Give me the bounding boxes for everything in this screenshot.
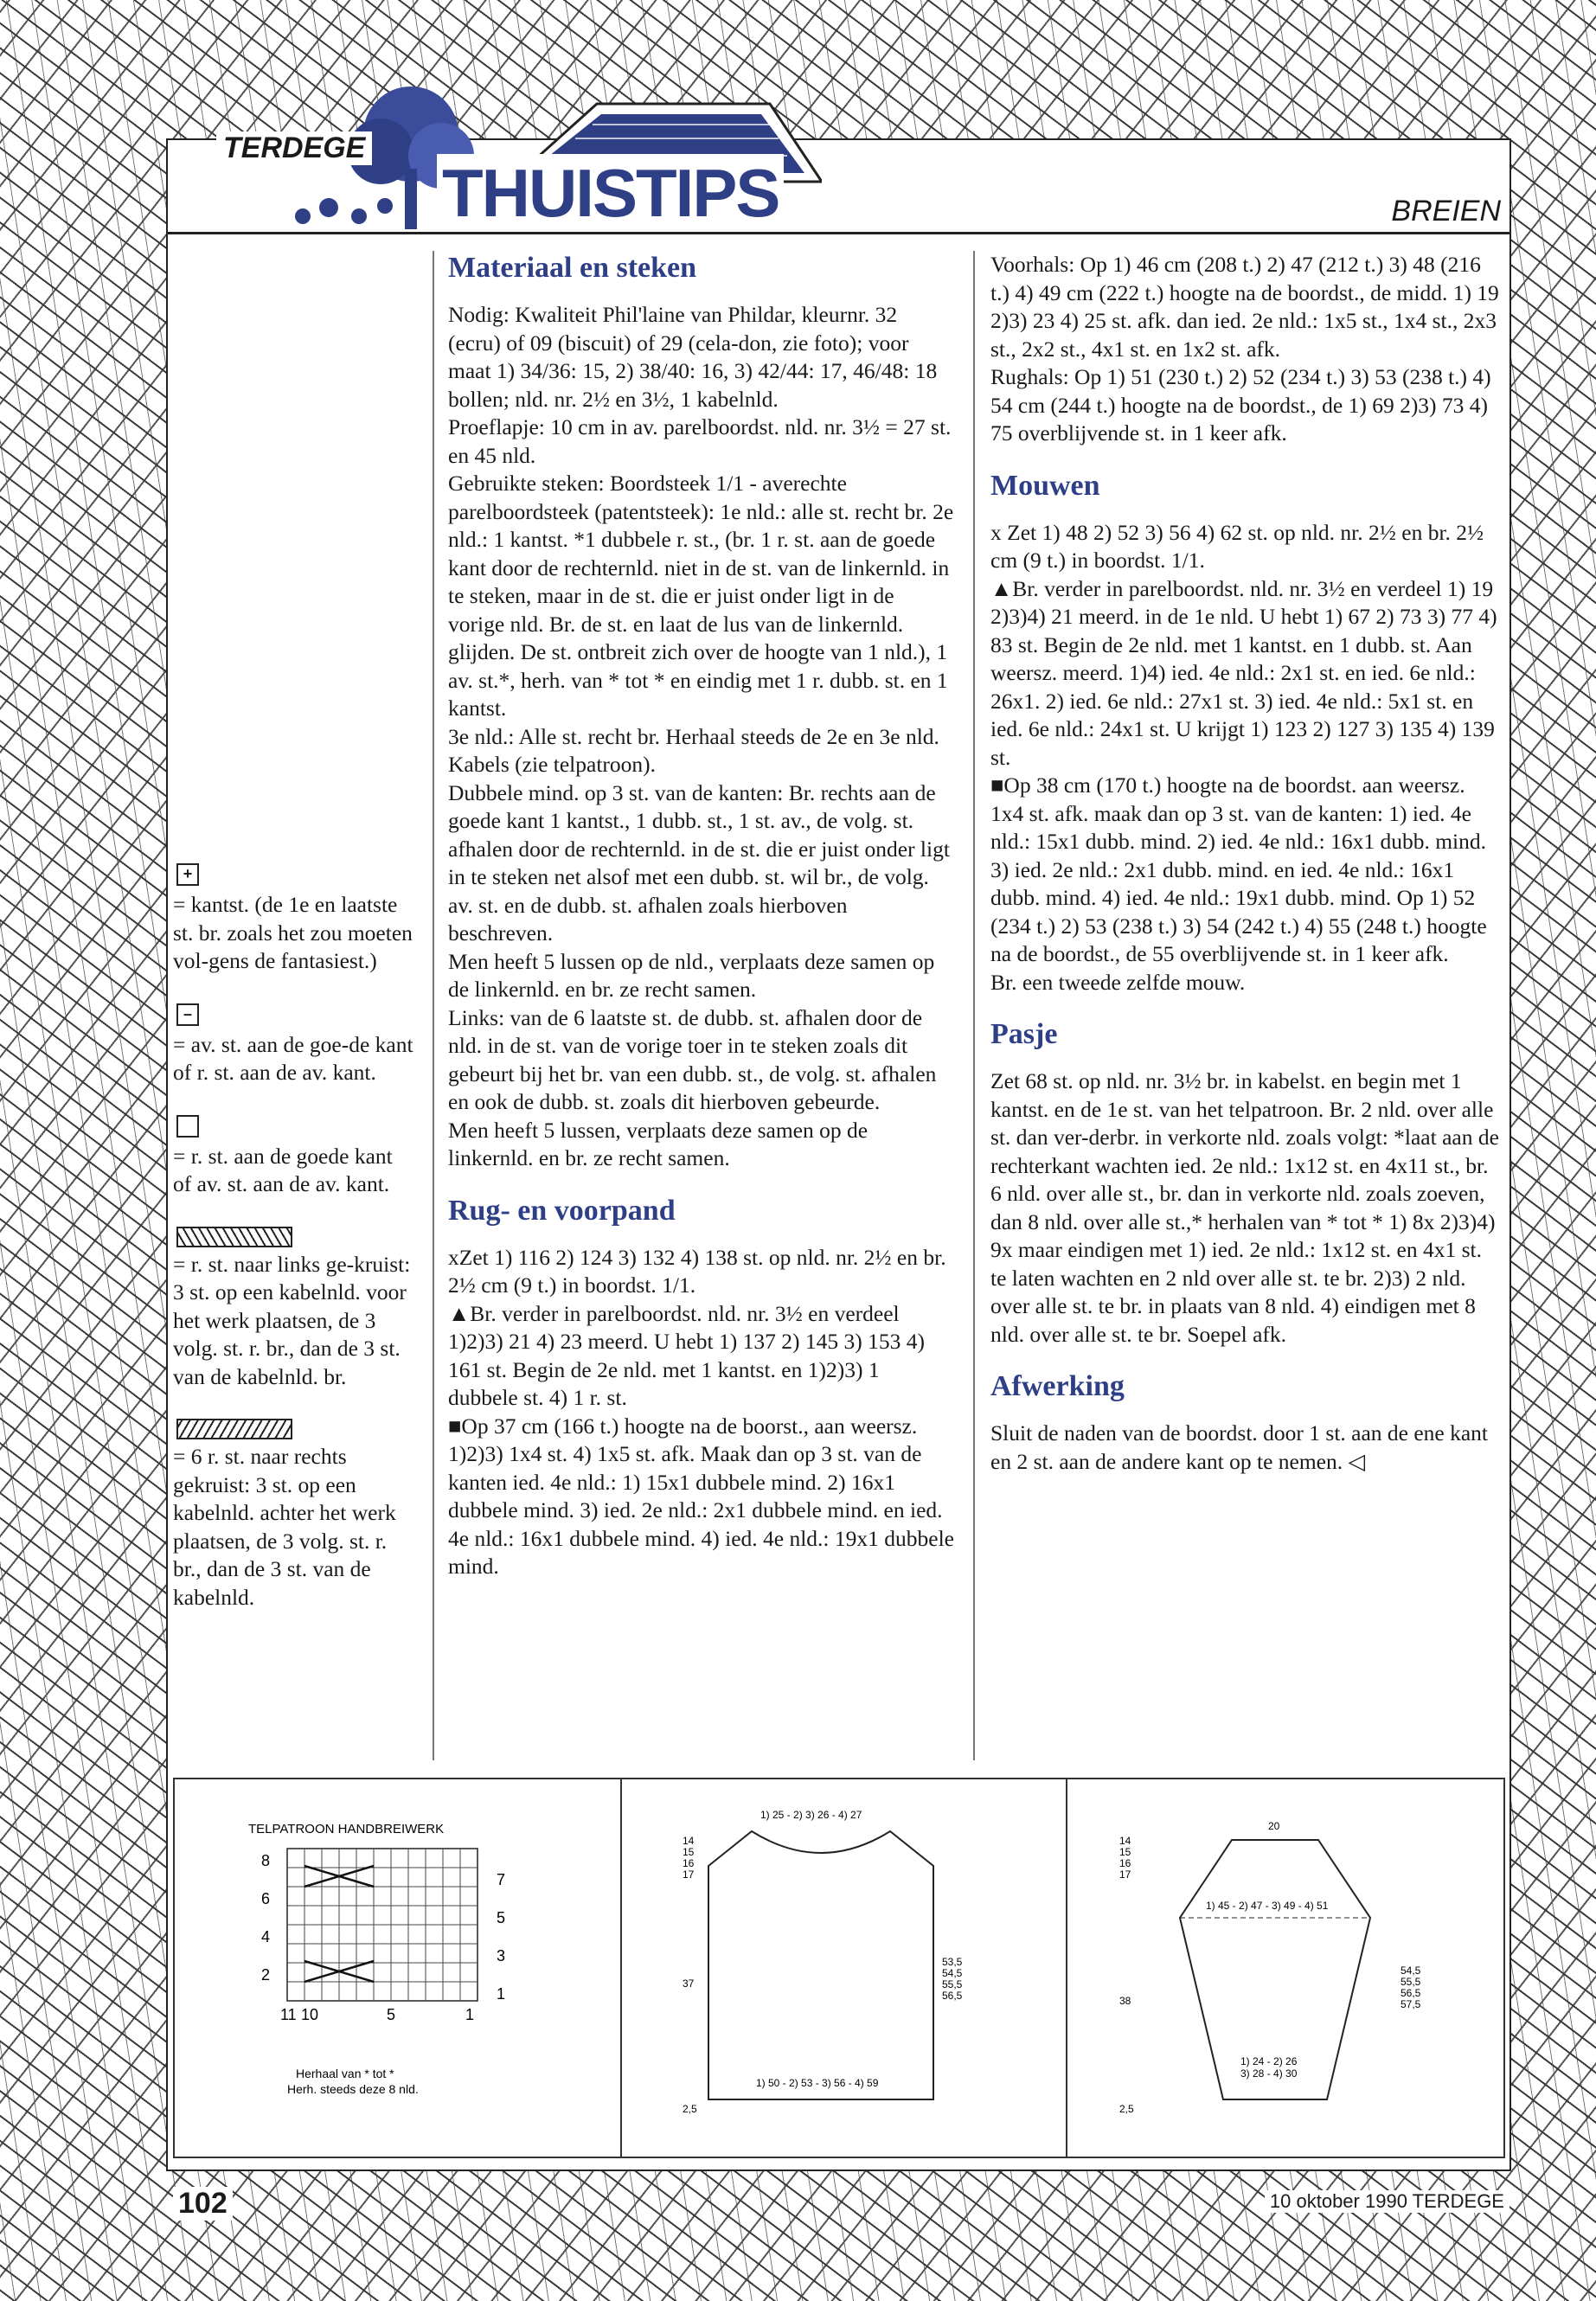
dim-height: 37 [683, 1977, 695, 1990]
dim-left: 16 [1119, 1857, 1131, 1869]
row-label: 6 [261, 1890, 271, 1907]
header-rule [166, 232, 1511, 234]
finishing-heading: Afwerking [990, 1370, 1125, 1402]
finishing-text: Sluit de naden van de boordst. door 1 st. aan de ene kant en 2 st. aan de andere kant op te nemen. ◁ [990, 1420, 1489, 1474]
materials-column [448, 251, 954, 1581]
sleeves-p2: ▲Br. verder in parelboordst. nld. nr. 3½ en verdeel 1) 19 2)3)4) 21 meerd. in de 1e nld. U hebt 1) 67 2) 73 3) 77 4) 83 st. Begin de 2e nld. met 1 kantst. en 1 dubb. st. Aan weersz. meerd. 1)4) ied. 4e nld.: 2x1 st. en ied. 6e nld.: 26x1. 2) ied. 6e nld.: 27x1 st. 3) ied. 4e nld.: 5x1 st. en ied. 6e nld.: 24x1 st. U krijgt 1) 123 2) 127 3) 135 4) 139 st. [990, 575, 1497, 770]
legend-empty: = r. st. aan de goede kant of av. st. aan de av. kant. [173, 1143, 393, 1196]
dim-right: 53,5 [942, 1956, 963, 1968]
col-label: 1 [465, 2006, 475, 2023]
dim-right: 55,5 [1401, 1976, 1421, 1988]
row-label: 5 [497, 1909, 506, 1926]
dim-left: 15 [1119, 1846, 1131, 1858]
instructions-column [990, 251, 1501, 1476]
legend-plus: = kantst. (de 1e en laatste st. br. zoals het zou moeten vol-gens de fantasiest.) [173, 892, 413, 973]
yoke-text: Zet 68 st. op nld. nr. 3½ br. in kabelst. en begin met 1 kantst. en de 1e st. van het telpatroon. Br. 2 nld. over alle st. dan ver-derbr. in verkorte nld. zoals volgt: *laat aan de rechterkant wachten ied. 2e nld.: 1x12 st. en 4x11 st., br. 6 nld. over alle st., br. dan in verkorte nld. zoals zoeven, dan 8 nld. over alle st.,* herhalen van * tot * 1) 8x 2)3)4) 9x maar eindigen met 1) ied. 2e nld.: 1x12 st. en 4x1 st. te laten wachten en 2 nld over alle st. te br. 2)3) 2 nld. over alle st. te br. in plaats van 8 nld. 4) eindigen met 8 nld. over alle st. te br. Soepel afk. [990, 1068, 1499, 1347]
dim-right: 57,5 [1401, 1998, 1421, 2010]
materials-heading: Materiaal en steken [448, 252, 697, 284]
legend-cable-left: = r. st. naar links ge-kruist: 3 st. op een kabelnld. voor het werk plaatsen, de 3 volg. st. r. br., dan de 3 st. van de kabelnld. br. [173, 1251, 411, 1389]
back-neck-text: Rughals: Op 1) 51 (230 t.) 2) 52 (234 t.) 3) 53 (238 t.) 4) 54 cm (244 t.) hoogte na de boordst., de 1) 69 2)3) 73 4) 75 overblijvende st. in 1 keer afk. [990, 364, 1491, 445]
dim-right: 56,5 [1401, 1987, 1421, 1999]
chart-title: TELPATROON HANDBREIWERK [248, 1822, 445, 1836]
cable-left-symbol [176, 1227, 292, 1247]
yoke-heading: Pasje [990, 1018, 1058, 1050]
dim-rib: 2,5 [1119, 2103, 1134, 2115]
dim-right: 54,5 [1401, 1965, 1421, 1977]
gauge-text: Proeflapje: 10 cm in av. parelboordst. nld. nr. 3½ = 27 st. en 45 nld. [448, 414, 952, 468]
dim-right: 56,5 [942, 1990, 963, 2002]
row-label: 1 [497, 1985, 506, 2003]
legend-cable-right: = 6 r. st. naar rechts gekruist: 3 st. op een kabelnld. achter het werk plaatsen, de 3 volg. st. r. br., dan de 3 st. van de kabelnld. [173, 1444, 396, 1610]
dim-top: 20 [1268, 1820, 1280, 1832]
decrease-text: Dubbele mind. op 3 st. van de kanten: Br. rechts aan de goede kant 1 kantst., 1 dubb. st., 1 st. av., de volg. st. afhalen door de rechternld. in de st. die er juist onder ligt in te steken net alsof met een dubb. st. wil br., de volg. av. st. en de dubb. st. afhalen zoals hierboven beschreven. [448, 779, 950, 945]
back-front-p1: xZet 1) 116 2) 124 3) 132 4) 138 st. op nld. nr. 2½ en br. 2½ cm (9 t.) in boordst. 1/1. [448, 1244, 946, 1298]
row-label: 2 [261, 1966, 271, 1984]
issue-info: 10 oktober 1990 TERDEGE [1265, 2190, 1509, 2213]
column-divider [433, 251, 434, 1760]
dim-rib: 2,5 [683, 2103, 697, 2115]
materials-text: Nodig: Kwaliteit Phil'laine van Phildar, kleurnr. 32 (ecru) of 09 (biscuit) of 29 (cela-don, zie foto); voor maat 1) 34/36: 15, 2) 38/40: 16, 3) 42/44: 17, 46/48: 18 bollen; nld. nr. 2½ en 3½, 1 kabelnld. [448, 302, 938, 412]
knitting-chart [175, 1779, 620, 2160]
dim-right: 55,5 [942, 1978, 963, 1990]
sleeves-heading: Mouwen [990, 469, 1100, 502]
plus-symbol: + [176, 863, 199, 886]
column-divider [973, 251, 975, 1760]
row-label: 4 [261, 1928, 271, 1945]
left-text: Links: van de 6 laatste st. de dubb. st. afhalen door de nld. in de st. van de vorige toer in te steken zoals dit gebeurt bij het br. van een dubb. st., de volg. st. afhalen en ook de dubb. st. zoals dit hierboven gebeurde. [448, 1004, 937, 1114]
dim-top: 1) 25 - 2) 3) 26 - 4) 27 [760, 1809, 862, 1821]
front-neck-text: Voorhals: Op 1) 46 cm (208 t.) 2) 47 (212 t.) 3) 48 (216 t.) 4) 49 cm (222 t.) hoogte na de boordst., de midd. 1) 19 2)3) 23 4) 25 st. afk. dan ied. 2e nld.: 1x5 st., 1x4 st., 2x3 st., 2x2 st., 4x1 st. en 1x2 st. afk. [990, 252, 1499, 362]
stitches-text: Gebruikte steken: Boordsteek 1/1 - averechte parelboordsteek (patentsteek): 1e nld.: alle st. recht br. 2e nld.: 1 kantst. *1 dubbele r. st., (br. 1 r. st. aan de goede kant door de rechternld. niet in de st. van de linkernld. in te steken, maar in de st. die er juist onder ligt in de vorige nld. Br. de st. en laat de lus van de linkernld. glijden. De st. ontbreit zich over de hoogte van 1 nld.), 1 av. st.*, herh. van * tot * en eindig met 1 r. dubb. st. en 1 kantst. [448, 471, 954, 721]
dim-bottom: 1) 24 - 2) 26 [1240, 2055, 1298, 2067]
loops-text-2: Men heeft 5 lussen, verplaats deze samen op de linkernld. en br. ze recht samen. [448, 1117, 869, 1170]
back-front-p2: ▲Br. verder in parelboordst. nld. nr. 3½ en verdeel 1)2)3) 21 4) 23 meerd. U hebt 1) 137 2) 145 3) 153 4) 161 st. Begin de 2e nld. met 1 kantst. en 1)2)3) 1 dubbele st. 4) 1 r. st. [448, 1300, 925, 1410]
col-label: 10 [301, 2006, 319, 2023]
dim-bottom: 3) 28 - 4) 30 [1240, 2067, 1298, 2080]
stitches-row3: 3e nld.: Alle st. recht br. Herhaal steeds de 2e en 3e nld. [448, 723, 939, 749]
row-label: 7 [497, 1871, 506, 1888]
dim-right: 54,5 [942, 1967, 963, 1979]
back-front-heading: Rug- en voorpand [448, 1194, 676, 1227]
dim-bottom: 1) 50 - 2) 53 - 3) 56 - 4) 59 [756, 2077, 879, 2089]
legend-minus: = av. st. aan de goe-de kant of r. st. aan de av. kant. [173, 1031, 413, 1085]
col-label: 5 [387, 2006, 396, 2023]
dim-left: 14 [683, 1835, 695, 1847]
section-label: BREIEN [1391, 195, 1501, 228]
brand-label: TERDEGE [216, 131, 372, 165]
minus-symbol: – [176, 1003, 199, 1026]
row-label: 8 [261, 1852, 271, 1869]
dim-height: 38 [1119, 1995, 1131, 2007]
sleeves-p4: Br. een tweede zelfde mouw. [990, 969, 1246, 995]
back-front-p3: ■Op 37 cm (166 t.) hoogte na de boorst., aan weersz. 1)2)3) 1x4 st. 4) 1x5 st. afk. Maak dan op 3 st. van de kanten ied. 4e nld.: 1) 15x1 dubbele mind. 2) 16x1 dubbele mind. 3) ied. 2e nld.: 2x1 dubbele mind. en ied. 4e nld.: 16x1 dubbele mind. 4) ied. 4e nld.: 19x1 dubbele mind. [448, 1413, 954, 1579]
dim-middle: 1) 45 - 2) 47 - 3) 49 - 4) 51 [1206, 1900, 1329, 1912]
empty-symbol [176, 1115, 199, 1138]
sleeves-p1: x Zet 1) 48 2) 52 3) 56 4) 62 st. op nld. nr. 2½ en br. 2½ cm (9 t.) in boordst. 1/1. [990, 519, 1484, 573]
page-number: 102 [173, 2187, 233, 2221]
legend-column [173, 856, 415, 1612]
cables-text: Kabels (zie telpatroon). [448, 752, 657, 777]
dim-left: 14 [1119, 1835, 1131, 1847]
cable-right-symbol [176, 1419, 292, 1439]
dim-left: 17 [683, 1868, 695, 1881]
body-schematic [622, 1779, 1065, 2160]
page-title: THUISTIPS [437, 154, 784, 232]
dim-left: 17 [1119, 1868, 1131, 1881]
chart-note: Herh. steeds deze 8 nld. [287, 2082, 419, 2096]
chart-note: Herhaal van * tot * [296, 2067, 394, 2080]
dim-left: 16 [683, 1857, 695, 1869]
row-label: 3 [497, 1947, 506, 1965]
sleeves-p3: ■Op 38 cm (170 t.) hoogte na de boordst. aan weersz. 1x4 st. afk. maak dan op 3 st. van de kanten: 1) ied. 4e nld.: 15x1 dubb. mind. 2) ied. 4e nld.: 16x1 dubb. mind. 3) ied. 2e nld.: 2x1 dubb. mind. en ied. 4e nld.: 16x1 dubb. mind. 4) ied. 4e nld.: 19x1 dubb. mind. Op 1) 52 (234 t.) 2) 53 (238 t.) 3) 54 (242 t.) 4) 55 (248 t.) hoogte na de boordst., de 55 overblijvende st. in 1 keer afk. [990, 772, 1487, 966]
sleeve-schematic [1067, 1779, 1504, 2160]
loops-text: Men heeft 5 lussen op de nld., verplaats deze samen op de linkernld. en br. ze recht samen. [448, 948, 935, 1002]
col-label: 11 [280, 2006, 297, 2023]
dim-left: 15 [683, 1846, 695, 1858]
diagrams-panel [173, 1778, 1505, 2158]
